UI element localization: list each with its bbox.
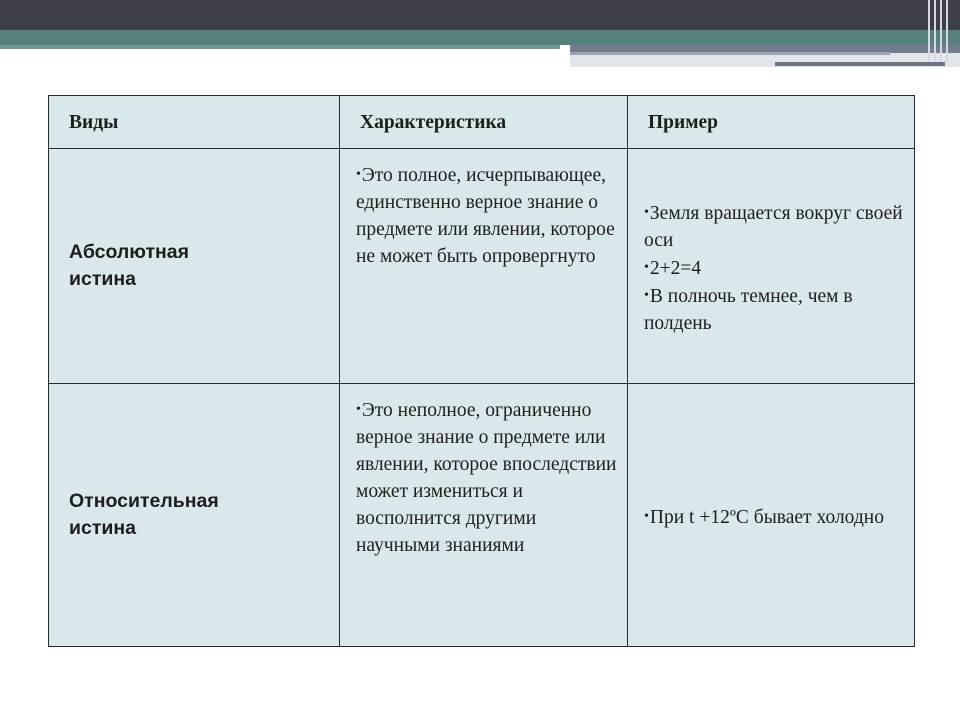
bullet-icon: • <box>356 402 361 417</box>
example-text: В полночь темнее, чем в полдень <box>644 286 853 334</box>
header-bar-slate-thin <box>570 52 890 55</box>
header-characteristic: Характеристика <box>340 96 628 149</box>
example-cell <box>628 384 915 647</box>
kind-cell <box>49 149 340 384</box>
example-item <box>644 199 908 254</box>
header-kinds: Виды <box>49 96 340 149</box>
header-bar-teal <box>0 30 960 45</box>
header-bar-slate-short <box>775 62 945 66</box>
kind-label: истина <box>69 268 136 290</box>
kind-label: Абсолютная <box>69 241 189 263</box>
characteristic-text: Это неполное, ограниченно верное знание о предмете или явлении, которое впоследствии может измениться и восполнится другими научными знаниями <box>356 400 617 556</box>
header-bar-teal-thin <box>0 45 560 49</box>
bullet-icon: • <box>644 288 649 303</box>
example-text: Земля вращается вокруг своей оси <box>644 203 903 251</box>
table-header-row <box>49 96 915 149</box>
decor-line <box>928 0 930 62</box>
bullet-icon: • <box>356 167 361 182</box>
characteristic-cell <box>340 149 628 384</box>
decor-line <box>946 0 948 62</box>
kind-cell <box>49 384 340 647</box>
bullet-icon: • <box>644 509 649 524</box>
decor-line <box>940 0 942 62</box>
kind-label: истина <box>69 517 136 539</box>
truth-table <box>48 95 915 647</box>
example-text: 2+2=4 <box>649 258 702 279</box>
example-item <box>644 503 908 531</box>
bullet-icon: • <box>644 205 649 220</box>
characteristic-text: Это полное, исчерпывающее, единственно верное знание о предмете или явлении, которое не может быть опровергнуто <box>356 165 615 267</box>
header-bar-dark <box>0 0 960 30</box>
example-item <box>644 254 908 282</box>
table-row <box>49 384 915 647</box>
header-example: Пример <box>628 96 915 149</box>
example-cell <box>628 149 915 384</box>
characteristic-cell <box>340 384 628 647</box>
table-row <box>49 149 915 384</box>
kind-label: Относительная <box>69 490 219 512</box>
example-text: При t +12ºC бывает холодно <box>649 507 884 528</box>
bullet-icon: • <box>644 260 649 275</box>
example-item <box>644 282 908 337</box>
decor-line <box>934 0 936 62</box>
